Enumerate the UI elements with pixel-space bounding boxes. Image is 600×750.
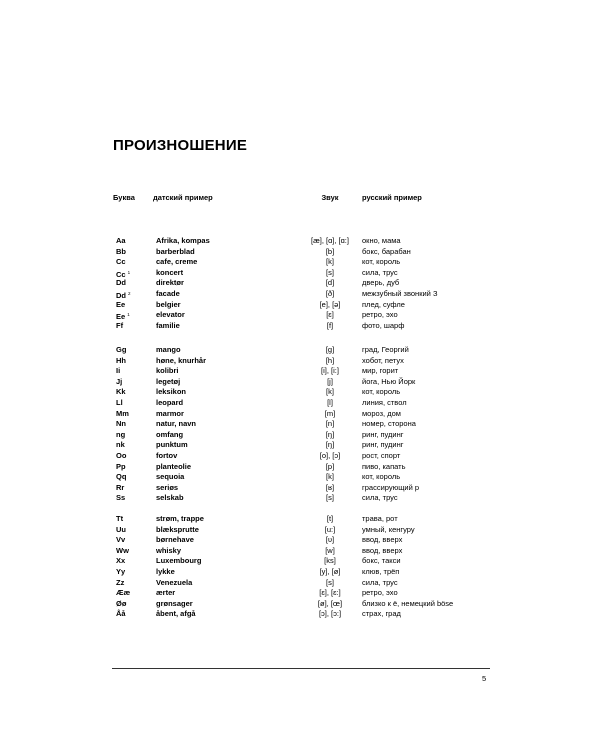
sound-cell: [ŋ] xyxy=(325,440,335,450)
danish-example-cell: Venezuela xyxy=(156,577,193,587)
russian-example-cell: линия, ствол xyxy=(362,398,407,407)
sound-cell: [s] xyxy=(326,577,334,587)
letter-text: Åå xyxy=(116,609,126,619)
danish-example-cell: kolibri xyxy=(156,366,179,376)
table-row xyxy=(0,578,600,588)
sound-cell: [k] xyxy=(326,387,334,397)
letter-text: Ee xyxy=(116,312,126,322)
table-row xyxy=(0,472,600,482)
sound-cell: [m] xyxy=(324,408,336,418)
letter-text: Rr xyxy=(116,482,125,492)
letter-cell xyxy=(116,556,125,566)
letter-cell xyxy=(116,387,126,397)
letter-text: Ii xyxy=(116,366,121,376)
russian-example-cell: трава, рот xyxy=(362,514,398,523)
letter-text: Ww xyxy=(116,545,129,555)
russian-example-cell: сила, трус xyxy=(362,493,398,503)
letter-text: Mm xyxy=(116,408,129,418)
table-row xyxy=(0,356,600,366)
header-letter: Буква xyxy=(113,193,135,202)
table-row xyxy=(0,599,600,609)
table-row xyxy=(0,247,600,257)
danish-example-cell: grønsager xyxy=(156,598,193,608)
table-row xyxy=(0,483,600,493)
table-row xyxy=(0,451,600,461)
russian-example-cell: ввод, вверх xyxy=(362,535,403,545)
table-row xyxy=(0,588,600,598)
sound-cell: [s] xyxy=(326,493,334,503)
sound-cell: [p] xyxy=(325,461,335,471)
russian-example-cell: йога, Нью Йорк xyxy=(362,376,416,386)
letter-cell xyxy=(116,321,123,331)
table-row xyxy=(0,556,600,566)
letter-text: Ff xyxy=(116,320,124,330)
table-row xyxy=(0,366,600,376)
letter-cell xyxy=(116,546,129,556)
russian-example-cell: рост, спорт xyxy=(362,451,401,460)
russian-example-cell: ретро, эхо xyxy=(362,588,398,598)
danish-example-cell: Luxembourg xyxy=(156,556,202,566)
danish-example-cell: Afrika, kompas xyxy=(156,236,210,245)
letter-text: nk xyxy=(116,440,125,450)
danish-example-cell: natur, navn xyxy=(156,419,197,429)
letter-cell xyxy=(116,578,124,588)
danish-example-cell: barberblad xyxy=(156,246,195,256)
letter-cell xyxy=(116,430,125,440)
sound-cell: [ŋ] xyxy=(325,429,335,439)
letter-text: Xx xyxy=(116,556,126,566)
russian-example-cell: страх, град xyxy=(362,609,401,619)
footnote-marker: 1 xyxy=(127,312,130,318)
russian-example-cell: бокс, барабан xyxy=(362,246,411,256)
table-row xyxy=(0,440,600,450)
russian-example-cell: кот, король xyxy=(362,387,401,397)
table-row xyxy=(0,525,600,535)
sound-cell: [l] xyxy=(327,398,333,407)
table-row xyxy=(0,462,600,472)
table-row xyxy=(0,377,600,387)
table-row xyxy=(0,300,600,310)
russian-example-cell: дверь, дуб xyxy=(362,278,400,288)
table-row xyxy=(0,289,600,299)
russian-example-cell: межзубный звонкий З xyxy=(362,289,438,298)
letter-text: ng xyxy=(116,429,126,439)
table-row xyxy=(0,345,600,355)
letter-cell xyxy=(116,278,126,288)
russian-example-cell: ретро, эхо xyxy=(362,310,398,320)
sound-cell: [k] xyxy=(326,257,334,267)
table-row xyxy=(0,609,600,619)
russian-example-cell: близко к ё, немецкий böse xyxy=(362,598,454,608)
danish-example-cell: åbent, afgå xyxy=(156,609,196,619)
danish-example-cell: direktør xyxy=(156,278,184,288)
sound-cell: [g] xyxy=(325,345,335,354)
letter-cell xyxy=(116,462,126,472)
sound-cell: [w] xyxy=(325,545,335,555)
danish-example-cell: leksikon xyxy=(156,387,187,397)
sound-cell: [ʁ] xyxy=(325,482,335,492)
letter-text: Øø xyxy=(116,598,127,608)
danish-example-cell: cafe, creme xyxy=(156,257,198,267)
russian-example-cell: окно, мама xyxy=(362,236,401,245)
table-row xyxy=(0,387,600,397)
danish-example-cell: punktum xyxy=(156,440,188,450)
sound-cell: [s] xyxy=(326,267,334,277)
russian-example-cell: кот, король xyxy=(362,472,401,482)
russian-example-cell: фото, шарф xyxy=(362,320,405,330)
letter-text: Zz xyxy=(116,577,125,587)
danish-example-cell: børnehave xyxy=(156,535,194,545)
table-row xyxy=(0,514,600,524)
danish-example-cell: mango xyxy=(156,345,181,354)
table-row xyxy=(0,493,600,503)
sound-cell: [ɛ], [ɛ:] xyxy=(319,588,341,598)
letter-text: Yy xyxy=(116,567,126,576)
letter-cell xyxy=(116,247,126,257)
letter-cell xyxy=(116,525,126,535)
sound-cell: [d] xyxy=(325,278,335,288)
letter-cell xyxy=(116,588,130,598)
danish-example-cell: ærter xyxy=(156,588,176,598)
page-title: ПРОИЗНОШЕНИЕ xyxy=(113,137,248,154)
danish-example-cell: whisky xyxy=(156,545,182,555)
danish-example-cell: planteolie xyxy=(156,461,192,471)
danish-example-cell: lykke xyxy=(156,567,175,576)
table-row xyxy=(0,236,600,246)
danish-example-cell: belgier xyxy=(156,299,181,309)
letter-cell xyxy=(116,236,126,246)
sound-cell: [ð] xyxy=(325,289,335,298)
letter-cell xyxy=(116,377,122,387)
table-row xyxy=(0,535,600,545)
letter-text: Cc xyxy=(116,269,126,279)
letter-cell xyxy=(116,419,126,429)
sound-cell: [e], [ə] xyxy=(319,299,341,309)
danish-example-cell: legetøj xyxy=(156,376,181,386)
sound-cell: [ɔ], [ɔ:] xyxy=(318,609,342,619)
table-row xyxy=(0,268,600,278)
danish-example-cell: høne, knurhår xyxy=(156,355,207,365)
header-sound: Звук xyxy=(321,193,339,202)
letter-text: Nn xyxy=(116,419,126,429)
footer-rule xyxy=(112,668,490,669)
russian-example-cell: сила, трус xyxy=(362,267,398,277)
russian-example-cell: умный, кенгуру xyxy=(362,524,415,534)
letter-cell xyxy=(116,472,126,482)
sound-cell: [h] xyxy=(325,355,335,365)
letter-text: Aa xyxy=(116,236,126,245)
page-number: 5 xyxy=(482,674,487,683)
sound-cell: [n] xyxy=(325,419,335,429)
russian-example-cell: град, Георгий xyxy=(362,345,409,354)
sound-cell: [u:] xyxy=(324,524,336,534)
table-row xyxy=(0,567,600,577)
sound-cell: [ks] xyxy=(324,556,336,566)
letter-cell xyxy=(116,493,125,503)
sound-cell: [æ], [ɑ], [ɑ:] xyxy=(311,236,349,245)
table-row xyxy=(0,419,600,429)
letter-cell xyxy=(116,300,125,310)
russian-example-cell: пиво, капать xyxy=(362,461,406,471)
table-row xyxy=(0,278,600,288)
russian-example-cell: плед, суфле xyxy=(362,299,405,309)
danish-example-cell: strøm, trappe xyxy=(156,514,204,523)
letter-text: Tt xyxy=(116,514,124,523)
sound-cell: [b] xyxy=(325,246,335,256)
russian-example-cell: ринг, пудинг xyxy=(362,429,404,439)
danish-example-cell: omfang xyxy=(156,429,184,439)
russian-example-cell: кот, король xyxy=(362,257,401,267)
letter-text: Kk xyxy=(116,387,126,397)
letter-text: Ææ xyxy=(116,588,131,598)
letter-cell xyxy=(116,609,126,619)
sound-cell: [i], [i:] xyxy=(321,366,339,376)
danish-example-cell: sequoia xyxy=(156,472,185,482)
sound-cell: [o], [ɔ] xyxy=(319,451,341,460)
letter-text: Uu xyxy=(116,524,126,534)
sound-cell: [ø], [œ] xyxy=(317,598,343,608)
letter-text: Pp xyxy=(116,461,126,471)
table-row xyxy=(0,257,600,267)
letter-cell xyxy=(116,356,126,366)
russian-example-cell: мир, горит xyxy=(362,366,399,376)
danish-example-cell: elevator xyxy=(156,310,185,320)
footnote-marker: 1 xyxy=(127,269,131,275)
letter-cell xyxy=(116,366,120,376)
danish-example-cell: seriøs xyxy=(156,482,179,492)
sound-cell: [j] xyxy=(327,376,333,386)
danish-example-cell: familie xyxy=(156,320,180,330)
footnote-marker: 2 xyxy=(128,291,131,296)
table-row xyxy=(0,430,600,440)
letter-cell xyxy=(116,409,129,419)
letter-text: Ss xyxy=(116,493,126,503)
letter-cell xyxy=(116,440,125,450)
russian-example-cell: бокс, такси xyxy=(362,556,401,566)
sound-cell: [y], [ø] xyxy=(319,567,341,576)
letter-cell xyxy=(116,514,123,524)
letter-text: Qq xyxy=(116,472,127,482)
russian-example-cell: хобот, петух xyxy=(362,355,404,365)
danish-example-cell: leopard xyxy=(156,398,184,407)
table-row xyxy=(0,321,600,331)
letter-cell xyxy=(116,567,125,577)
sound-cell: [ʋ] xyxy=(325,535,335,545)
letter-text: Gg xyxy=(116,345,127,354)
letter-text: Jj xyxy=(116,376,123,386)
header-danish-example: датский пример xyxy=(153,193,213,202)
letter-text: Bb xyxy=(116,246,126,256)
table-row xyxy=(0,546,600,556)
russian-example-cell: грассирующий р xyxy=(362,482,420,492)
letter-text: Vv xyxy=(116,535,126,545)
letter-cell xyxy=(116,483,124,493)
letter-cell xyxy=(116,345,126,355)
sound-cell: [k] xyxy=(326,472,334,482)
header-russian-example: русский пример xyxy=(362,193,422,202)
letter-cell xyxy=(116,599,126,609)
sound-cell: [t] xyxy=(326,514,334,523)
russian-example-cell: ринг, пудинг xyxy=(362,440,404,450)
table-row xyxy=(0,310,600,320)
sound-cell: [ɛ] xyxy=(326,310,334,320)
danish-example-cell: marmor xyxy=(156,408,184,418)
letter-text: Ll xyxy=(116,398,123,407)
danish-example-cell: blæksprutte xyxy=(156,524,199,534)
danish-example-cell: koncert xyxy=(156,267,184,277)
letter-text: Oo xyxy=(116,451,127,460)
russian-example-cell: номер, сторона xyxy=(362,419,416,429)
letter-text: Dd xyxy=(116,291,126,300)
letter-cell xyxy=(116,398,123,408)
russian-example-cell: мороз, дом xyxy=(362,408,401,418)
table-row xyxy=(0,398,600,408)
table-row xyxy=(0,409,600,419)
sound-cell: [f] xyxy=(326,320,334,330)
letter-text: Hh xyxy=(116,355,126,365)
letter-text: Ee xyxy=(116,299,126,309)
russian-example-cell: ввод, вверх xyxy=(362,545,403,555)
letter-cell xyxy=(116,451,126,461)
letter-text: Cc xyxy=(116,257,126,267)
letter-cell xyxy=(116,535,125,545)
letter-cell xyxy=(116,257,126,267)
russian-example-cell: сила, трус xyxy=(362,577,398,587)
russian-example-cell: клюв, трёп xyxy=(362,567,400,576)
danish-example-cell: selskab xyxy=(156,493,184,503)
letter-text: Dd xyxy=(116,278,126,288)
danish-example-cell: facade xyxy=(156,289,180,298)
danish-example-cell: fortov xyxy=(156,451,178,460)
